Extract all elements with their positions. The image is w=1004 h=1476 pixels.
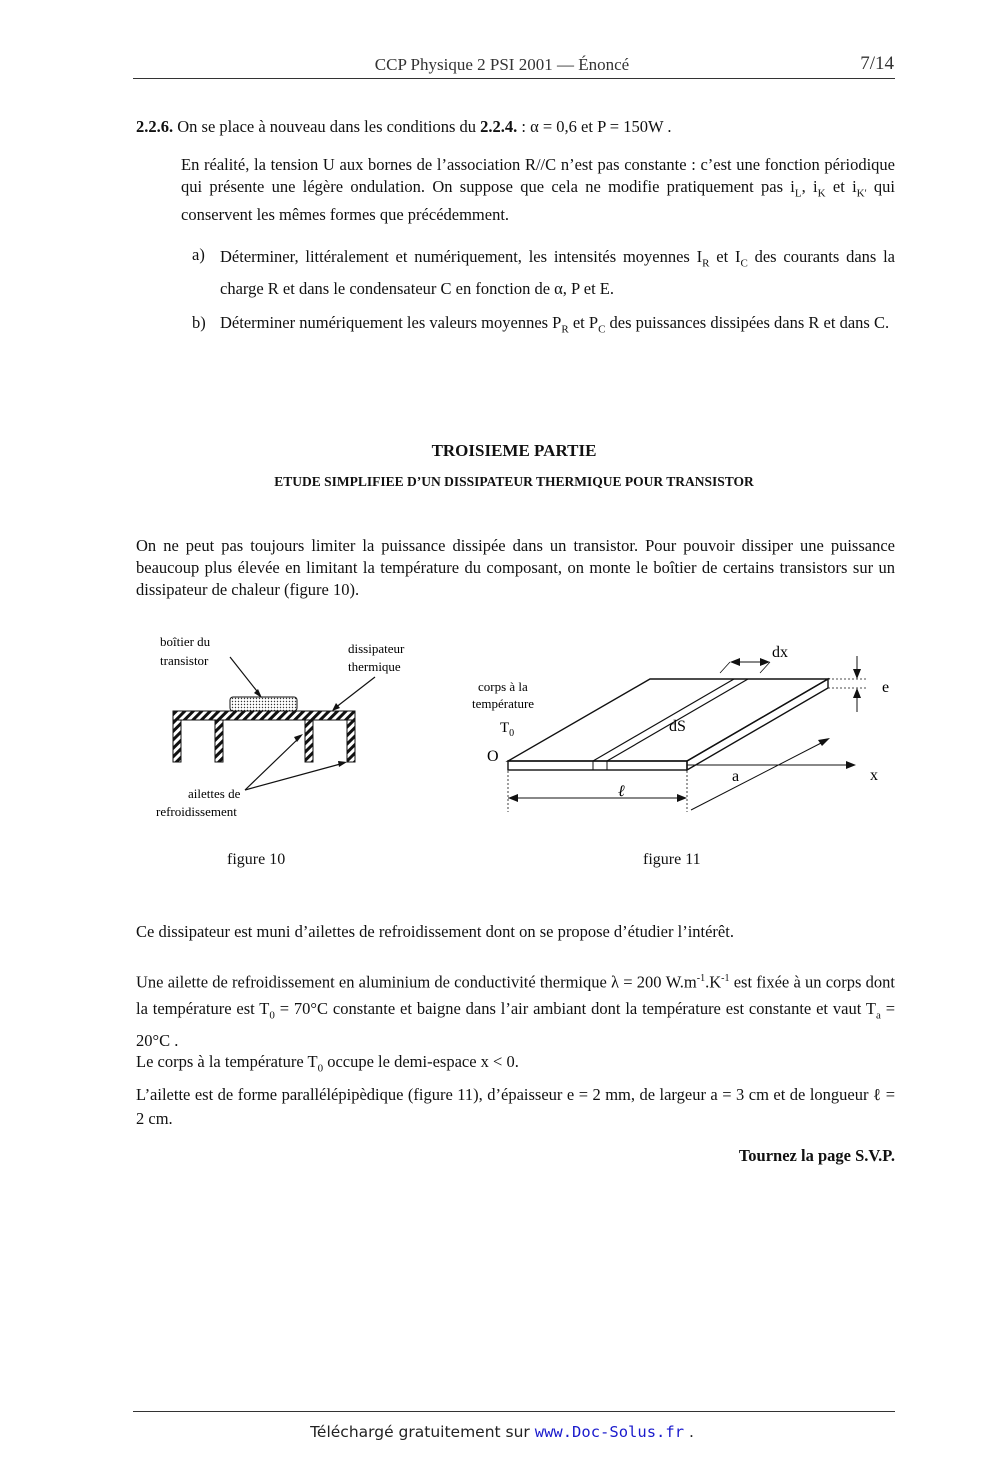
paragraph-corps [136,1051,895,1079]
label-ds: dS [669,718,686,735]
text: et i [825,177,857,196]
sub: K [817,187,826,200]
sub: 0 [269,1008,275,1021]
text: , i [801,177,818,196]
paragraph-realite [181,154,895,226]
sup: -1 [696,973,706,984]
figure-10-heatsink [150,625,420,830]
sub: L [794,187,802,200]
text: est fixée à un corps dont la température est T [136,972,895,1018]
sub: C [740,257,748,270]
sub: C [598,323,606,336]
figure-10-caption: figure 10 [227,851,286,868]
label-dx: dx [772,644,788,661]
page-number: 7/14 [860,53,894,74]
label-a: a [732,768,740,785]
text: et I [709,247,741,266]
heatsink-base [173,711,355,720]
label-origin: O [487,748,499,765]
header-rule [133,78,895,79]
text: .K [705,972,722,992]
fin-front-face [508,761,687,770]
label-corps: corps à la [478,679,528,694]
fin [173,720,181,762]
part-subtitle: ETUDE SIMPLIFIEE D’UN DISSIPATEUR THERMIQUE POUR TRANSISTOR [274,474,754,489]
fin [215,720,223,762]
intro-paragraph: On ne peut pas toujours limiter la puissance dissipée dans un transistor. Pour pouvoir dissiper une puissance beaucoup plus élevée en limitant la température du composant, on monte le boîtier de certains transistors sur un dissipateur de chaleur (figure 10). [136,536,895,599]
text: occupe le demi-espace x < 0. [323,1052,519,1071]
item-a-text [220,244,895,302]
figure-11-fin-geometry [470,640,900,825]
text: des puissances dissipées dans R et dans C. [605,313,890,332]
text: Déterminer numériquement les valeurs moyennes P [220,313,562,332]
figure-11-caption: figure 11 [643,851,701,868]
sup: -1 [721,973,730,984]
fin-side-face [687,679,828,770]
sub: K' [856,187,867,200]
sub: R [561,323,569,336]
footer-text: Téléchargé gratuitement sur [310,1423,535,1441]
text: qui conservent les mêmes formes que précédemment. [181,177,895,225]
sub: a [875,1008,881,1021]
sub: 0 [317,1062,324,1075]
part-title: TROISIEME PARTIE [431,441,597,460]
question-number: 2.2.6. [136,117,174,136]
footer-end: . [684,1423,694,1441]
text: = 20°C . [136,998,895,1050]
text: des courants dans la charge R et dans le condensateur C en fonction de α, P et E. [220,247,896,299]
sub: R [702,257,710,270]
fin-top-face [508,679,828,761]
label-t0 [500,720,514,739]
text: Le corps à la température T [136,1052,318,1071]
question-conditions: : α = 0,6 et P = 150W . [517,117,672,136]
item-b-label: b) [192,313,206,332]
label-temperature: température [472,696,535,711]
label-x-axis: x [870,767,878,784]
text: En réalité, la tension U aux bornes de l’association R//C n’est pas constante : c’est une fonction périodique qui présente une légère ondulation. On suppose que cela ne modifie pratiquement pas i [181,155,895,196]
label-boitier: boîtier du [160,634,211,649]
item-a-label: a) [192,245,205,264]
question-lead: On se place à nouveau dans les conditions du [173,117,481,136]
label-ailettes: ailettes de [188,786,241,801]
label-refroidissement: refroidissement [156,804,237,819]
paragraph-forme: L’ailette est de forme parallélépipèdique (figure 11), d’épaisseur e = 2 mm, de largeur a = 3 cm et de longueur ℓ = 2 cm. [136,1085,895,1128]
label-dissipateur: dissipateur [348,641,405,656]
fin [305,720,313,762]
label-thermique: thermique [348,659,401,674]
footer-link[interactable]: www.Doc-Solus.fr [534,1423,685,1441]
paragraph-ailette [136,966,895,1054]
fin [347,720,355,762]
text: et P [568,313,599,332]
label-transistor: transistor [160,653,209,668]
label-e: e [882,679,890,696]
question-ref: 2.2.4. [480,117,518,136]
footer-rule [133,1411,895,1412]
t0-symbol: T [500,720,510,736]
paragraph-dissipateur: Ce dissipateur est muni d’ailettes de refroidissement dont on se propose d’étudier l’intérêt. [136,922,734,941]
question-2-2-6 [136,116,896,138]
text: Une ailette de refroidissement en aluminium de conductivité thermique λ = 200 W.m [136,972,697,992]
text: = 70°C constante et baigne dans l’air ambiant dont la température est constante et vaut T [274,998,876,1018]
t0-sub: 0 [509,728,515,739]
footer [0,1423,1004,1441]
item-b-text [220,312,895,340]
header-title: CCP Physique 2 PSI 2001 — Énoncé [374,55,630,74]
turn-page-note: Tournez la page S.V.P. [738,1146,895,1165]
transistor-package [230,697,297,711]
label-length: ℓ [618,783,625,800]
text: Déterminer, littéralement et numériquement, les intensités moyennes I [220,247,703,266]
